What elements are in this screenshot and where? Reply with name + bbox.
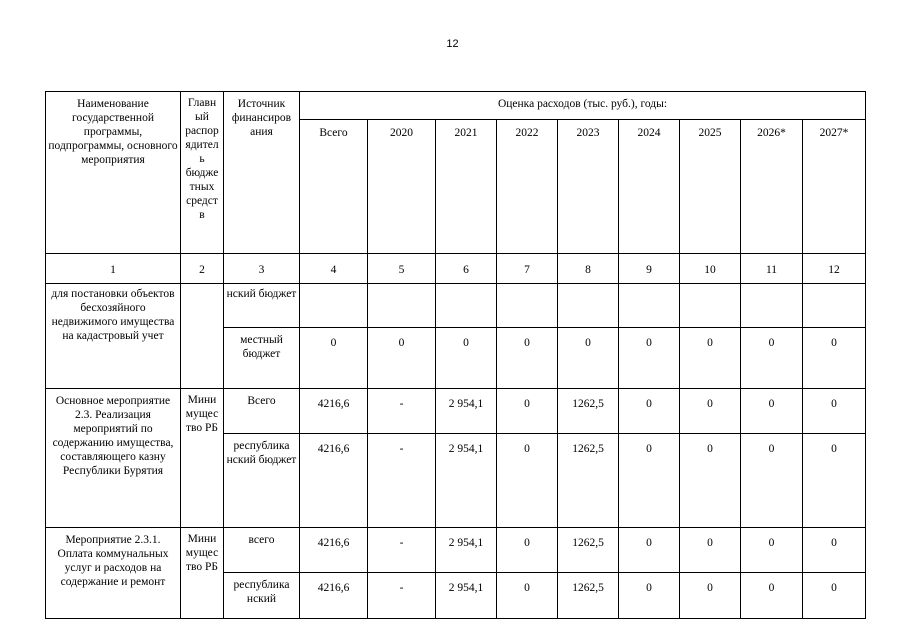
value-cell: 0 (803, 434, 866, 528)
value-cell: 0 (300, 328, 368, 389)
column-number: 8 (558, 254, 619, 284)
column-number: 12 (803, 254, 866, 284)
column-number: 4 (300, 254, 368, 284)
value-cell (558, 284, 619, 328)
value-cell: 2 954,1 (436, 434, 497, 528)
column-number: 6 (436, 254, 497, 284)
value-cell: 1262,5 (558, 573, 619, 619)
budget-manager-cell: Мини мущес тво РБ (181, 528, 224, 619)
value-cell: 0 (741, 328, 803, 389)
column-number: 3 (224, 254, 300, 284)
value-cell (436, 284, 497, 328)
funding-source-cell: Всего (224, 389, 300, 434)
budget-manager-cell: Мини мущес тво РБ (181, 389, 224, 528)
header-year: 2026* (741, 120, 803, 254)
funding-source-cell: республика нский бюджет (224, 434, 300, 528)
value-cell: 2 954,1 (436, 528, 497, 573)
value-cell: 0 (741, 573, 803, 619)
column-number: 9 (619, 254, 680, 284)
value-cell: 0 (619, 573, 680, 619)
table-row (46, 389, 866, 434)
value-cell: 0 (497, 328, 558, 389)
value-cell: 2 954,1 (436, 573, 497, 619)
value-cell: 0 (680, 573, 741, 619)
header-year: 2027* (803, 120, 866, 254)
funding-source-cell: местный бюджет (224, 328, 300, 389)
value-cell (741, 284, 803, 328)
header-expense-estimate: Оценка расходов (тыс. руб.), годы: (300, 92, 866, 120)
header-year: Всего (300, 120, 368, 254)
budget-manager-cell (181, 284, 224, 389)
column-number: 7 (497, 254, 558, 284)
value-cell: 0 (803, 573, 866, 619)
header-row (46, 92, 866, 120)
value-cell: 2 954,1 (436, 389, 497, 434)
value-cell: 0 (741, 389, 803, 434)
value-cell: 0 (368, 328, 436, 389)
funding-source-cell: нский бюджет (224, 284, 300, 328)
value-cell: 0 (680, 328, 741, 389)
value-cell: 4216,6 (300, 389, 368, 434)
value-cell: 0 (497, 573, 558, 619)
header-year: 2024 (619, 120, 680, 254)
column-number: 5 (368, 254, 436, 284)
expenditure-table (45, 91, 866, 619)
column-number: 10 (680, 254, 741, 284)
column-number: 1 (46, 254, 181, 284)
value-cell (619, 284, 680, 328)
table-row (46, 284, 866, 328)
header-budget-manager: Главн ый распор ядител ь бюдже тных средст в (181, 92, 224, 254)
header-year: 2025 (680, 120, 741, 254)
value-cell: 0 (619, 528, 680, 573)
value-cell: - (368, 389, 436, 434)
value-cell: 0 (619, 389, 680, 434)
value-cell: 0 (680, 434, 741, 528)
table-row (46, 528, 866, 573)
column-numbers-row (46, 254, 866, 284)
value-cell: 0 (803, 528, 866, 573)
funding-source-cell: всего (224, 528, 300, 573)
header-program-name: Наименование государственной программы, подпрограммы, основного мероприятия (46, 92, 181, 254)
value-cell: 1262,5 (558, 389, 619, 434)
program-name-cell: Мероприятие 2.3.1. Оплата коммунальных услуг и расходов на содержание и ремонт (46, 528, 181, 619)
value-cell: 0 (803, 389, 866, 434)
value-cell: 0 (436, 328, 497, 389)
value-cell: - (368, 528, 436, 573)
value-cell: 4216,6 (300, 573, 368, 619)
value-cell (680, 284, 741, 328)
value-cell: 1262,5 (558, 528, 619, 573)
value-cell (368, 284, 436, 328)
value-cell: 0 (741, 528, 803, 573)
funding-source-cell: республика нский (224, 573, 300, 619)
value-cell: 0 (741, 434, 803, 528)
value-cell: - (368, 434, 436, 528)
value-cell (803, 284, 866, 328)
header-funding-source: Источник финансиров ания (224, 92, 300, 254)
value-cell: 0 (680, 389, 741, 434)
header-year: 2020 (368, 120, 436, 254)
header-year: 2021 (436, 120, 497, 254)
value-cell: 0 (497, 434, 558, 528)
value-cell: 4216,6 (300, 528, 368, 573)
value-cell: 0 (497, 389, 558, 434)
value-cell: 0 (619, 328, 680, 389)
value-cell (300, 284, 368, 328)
value-cell: 0 (619, 434, 680, 528)
value-cell: 0 (497, 528, 558, 573)
program-name-cell: Основное мероприятие 2.3. Реализация мероприятий по содержанию имущества, составляющего казну Республики Бурятия (46, 389, 181, 528)
value-cell: - (368, 573, 436, 619)
column-number: 11 (741, 254, 803, 284)
column-number: 2 (181, 254, 224, 284)
value-cell: 0 (680, 528, 741, 573)
program-name-cell: для постановки объектов бесхозяйного недвижимого имущества на кадастровый учет (46, 284, 181, 389)
value-cell: 0 (558, 328, 619, 389)
value-cell: 4216,6 (300, 434, 368, 528)
value-cell (497, 284, 558, 328)
page-number: 12 (446, 38, 459, 50)
header-year: 2022 (497, 120, 558, 254)
header-year: 2023 (558, 120, 619, 254)
value-cell: 1262,5 (558, 434, 619, 528)
value-cell: 0 (803, 328, 866, 389)
